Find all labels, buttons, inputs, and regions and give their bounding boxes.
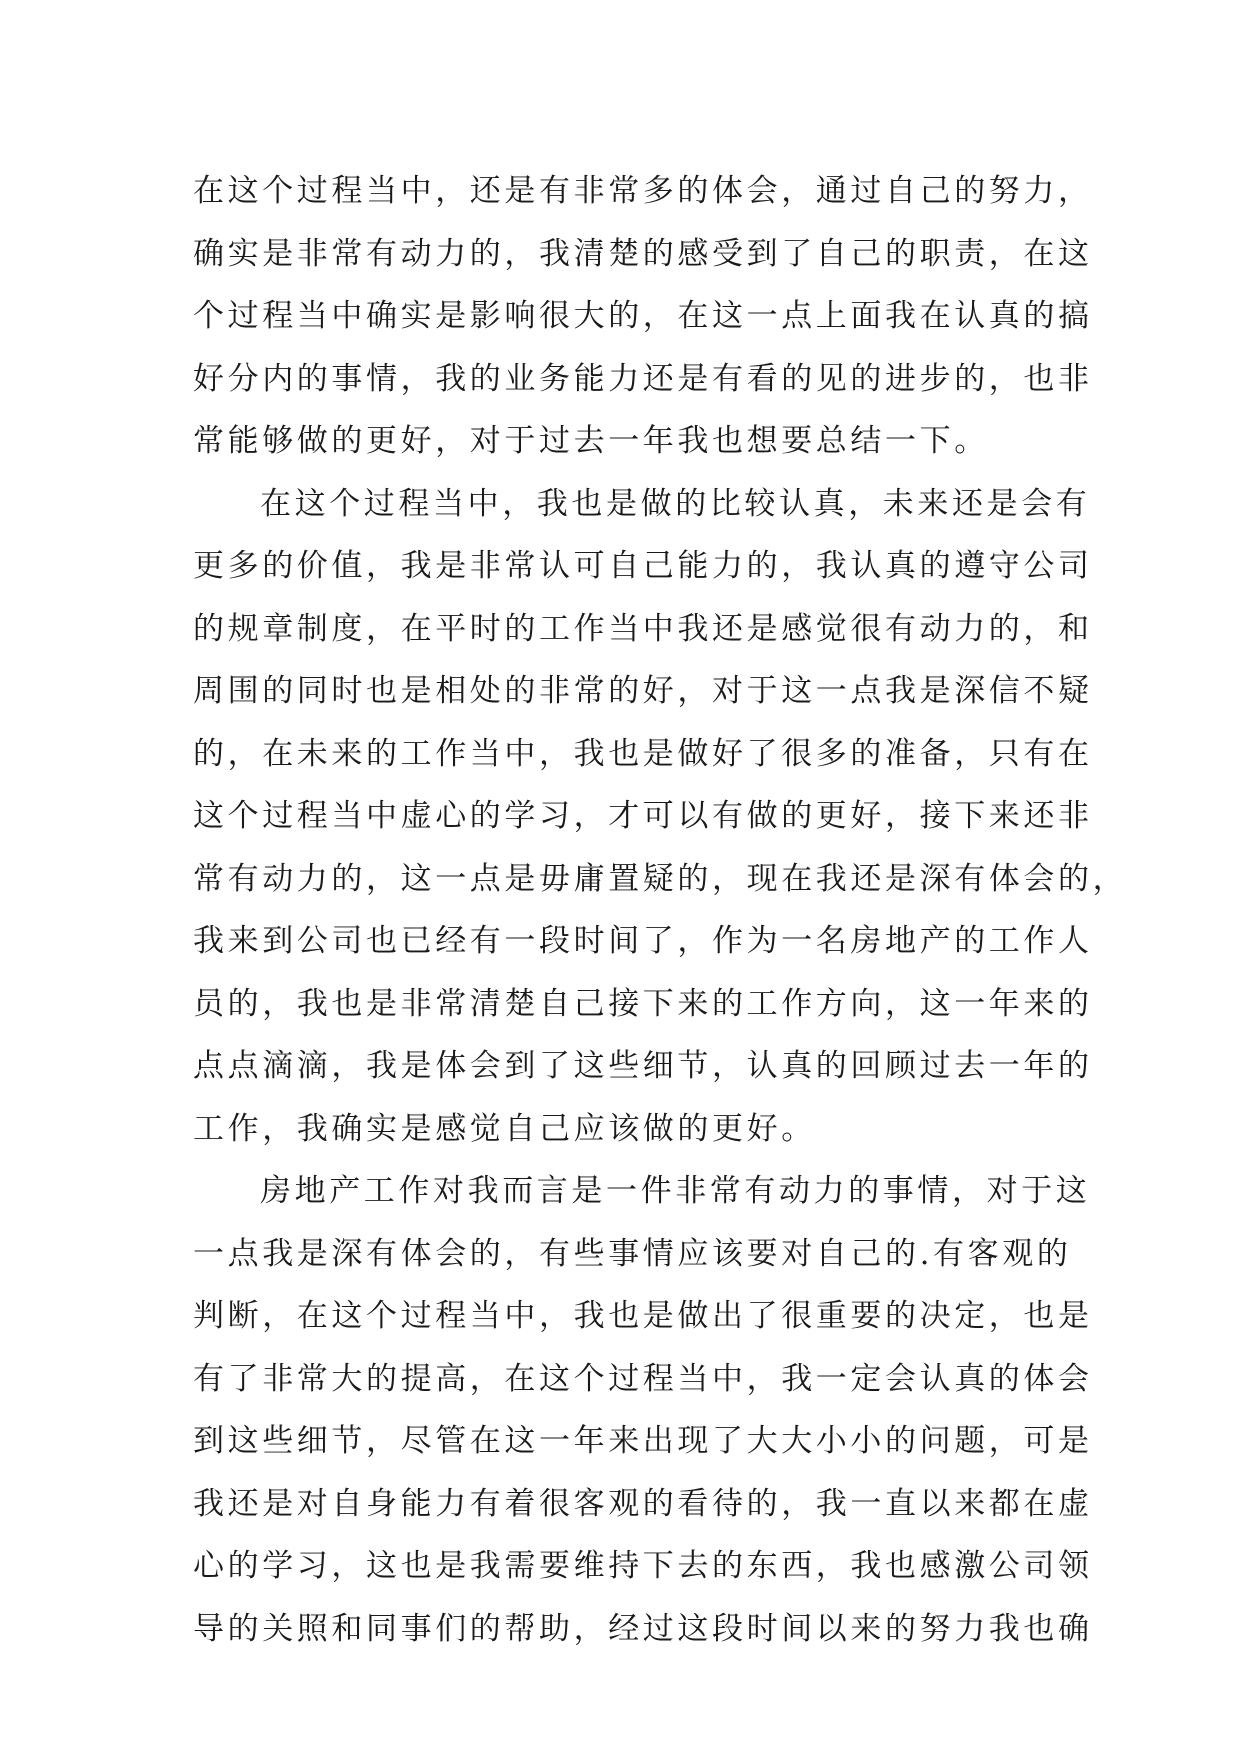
text-line: 判断，在这个过程当中，我也是做出了很重要的决定，也是 — [193, 1298, 1093, 1334]
text-line: 好分内的事情，我的业务能力还是有看的见的进步的，也非 — [193, 360, 1093, 397]
text-line: 有了非常大的提高，在这个过程当中，我一定会认真的体会 — [193, 1360, 1093, 1397]
text-line: 我还是对自身能力有着很客观的看待的，我一直以来都在虚 — [193, 1485, 1093, 1522]
text-line: 我来到公司也已经有一段时间了，作为一名房地产的工作人 — [193, 923, 1093, 959]
text-line: 的规章制度，在平时的工作当中我还是感觉很有动力的，和 — [193, 610, 1093, 647]
text-line: 这个过程当中虚心的学习，才可以有做的更好，接下来还非 — [193, 798, 1093, 834]
text-line: 心的学习，这也是我需要维持下去的东西，我也感激公司领 — [193, 1548, 1093, 1584]
text-line: 周围的同时也是相处的非常的好，对于这一点我是深信不疑 — [193, 673, 1093, 709]
text-line: 更多的价值，我是非常认可自己能力的，我认真的遵守公司 — [193, 548, 1093, 584]
text-line: 确实是非常有动力的，我清楚的感受到了自己的职责，在这 — [193, 235, 1093, 272]
text-line: 常有动力的，这一点是毋庸置疑的，现在我还是深有体会的， — [193, 860, 1128, 897]
text-line: 员的，我也是非常清楚自己接下来的工作方向，这一年来的 — [193, 985, 1093, 1022]
text-line: 一点我是深有体会的，有些事情应该要对自己的.有客观的 — [193, 1235, 1072, 1272]
text-line: 导的关照和同事们的帮助，经过这段时间以来的努力我也确 — [193, 1610, 1093, 1647]
text-line: 常能够做的更好，对于过去一年我也想要总结一下。 — [193, 423, 989, 459]
text-line: 的，在未来的工作当中，我也是做好了很多的准备，只有在 — [193, 735, 1093, 772]
text-line: 在这个过程当中，还是有非常多的体会，通过自己的努力， — [193, 173, 1093, 209]
text-line: 到这些细节，尽管在这一年来出现了大大小小的问题，可是 — [193, 1423, 1093, 1459]
paragraph-start-line: 在这个过程当中，我也是做的比较认真，未来还是会有 — [260, 485, 1091, 522]
text-line: 个过程当中确实是影响很大的，在这一点上面我在认真的搞 — [193, 298, 1093, 334]
text-line: 点点滴滴，我是体会到了这些细节，认真的回顾过去一年的 — [193, 1048, 1093, 1084]
paragraph-start-line: 房地产工作对我而言是一件非常有动力的事情，对于这 — [260, 1173, 1091, 1209]
text-line: 工作，我确实是感觉自己应该做的更好。 — [193, 1110, 816, 1147]
body-text — [193, 160, 1128, 1660]
